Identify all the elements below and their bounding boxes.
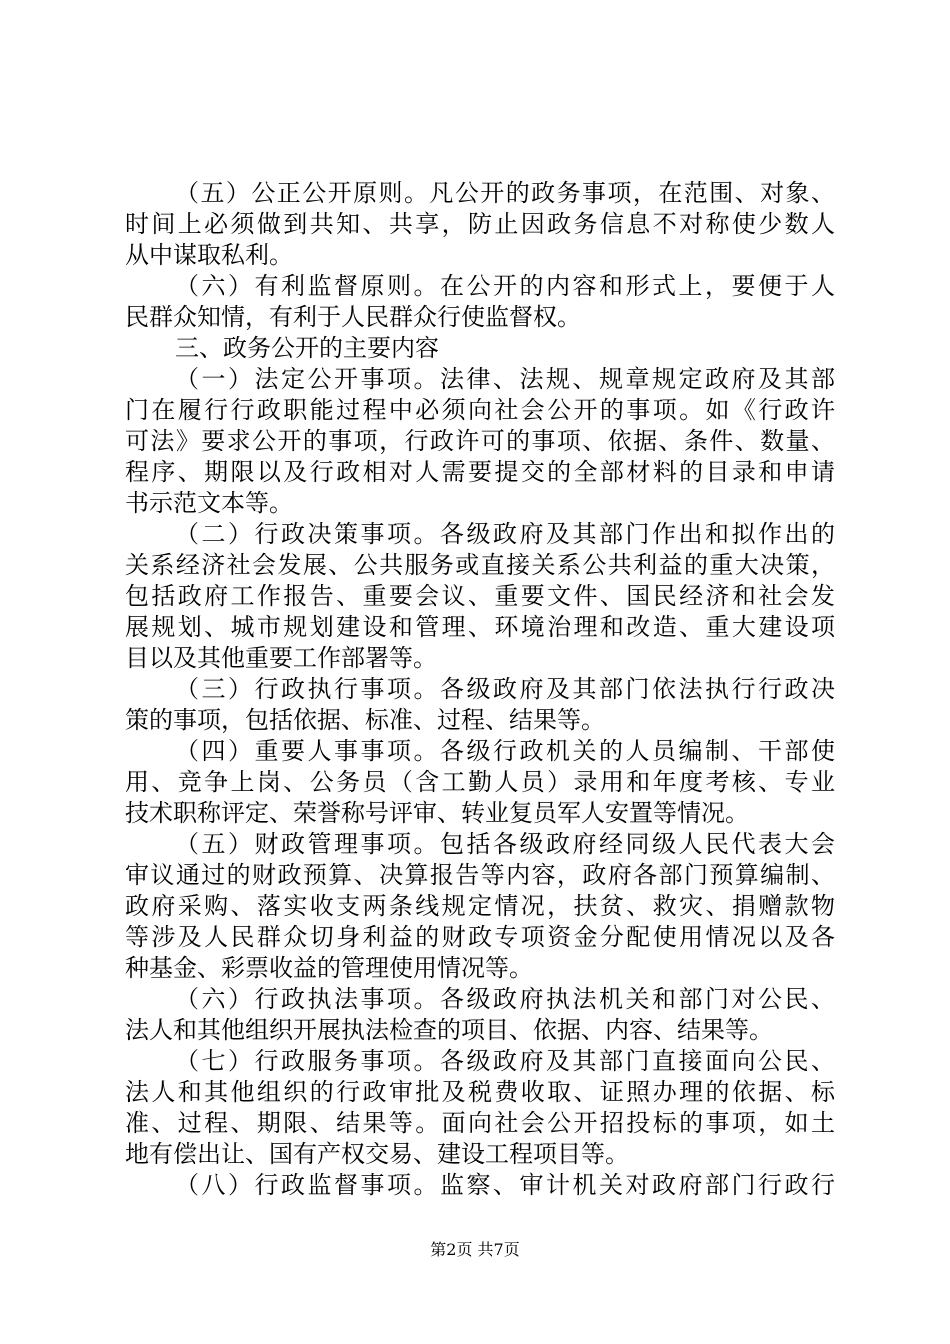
text-line: 准、过程、期限、结果等。面向社会公开招投标的事项，如土 — [125, 1109, 835, 1137]
text-line: 包括政府工作报告、重要会议、重要文件、国民经济和社会发 — [125, 582, 835, 610]
text-line: 法人和其他组织开展执法检查的项目、依据、内容、结果等。 — [125, 1016, 773, 1044]
text-line: （三）行政执行事项。各级政府及其部门依法执行行政决 — [175, 675, 835, 703]
text-line: 程序、期限以及行政相对人需要提交的全部材料的目录和申请 — [125, 458, 835, 486]
text-line: （八）行政监督事项。监察、审计机关对政府部门行政行 — [175, 1171, 835, 1199]
text-line: 技术职称评定、荣誉称号评审、转业复员军人安置等情况。 — [125, 799, 749, 827]
text-line: 审议通过的财政预算、决算报告等内容，政府各部门预算编制、 — [125, 861, 835, 889]
text-line: 门在履行行政职能过程中必须向社会公开的事项。如《行政许 — [125, 396, 835, 424]
text-line: 种基金、彩票收益的管理使用情况等。 — [125, 954, 533, 982]
text-line: 可法》要求公开的事项，行政许可的事项、依据、条件、数量、 — [125, 427, 835, 455]
text-line: 法人和其他组织的行政审批及税费收取、证照办理的依据、标 — [125, 1078, 835, 1106]
page-footer: 第2页 共7页 — [430, 1240, 520, 1259]
text-line: 目以及其他重要工作部署等。 — [125, 644, 437, 672]
text-line: 民群众知情，有利于人民群众行使监督权。 — [125, 303, 581, 331]
text-line: 等涉及人民群众切身利益的财政专项资金分配使用情况以及各 — [125, 923, 835, 951]
text-line: 书示范文本等。 — [125, 489, 293, 517]
text-line: 用、竞争上岗、公务员（含工勤人员）录用和年度考核、专业 — [125, 768, 835, 796]
text-line: 策的事项，包括依据、标准、过程、结果等。 — [125, 706, 605, 734]
text-line: 时间上必须做到共知、共享，防止因政务信息不对称使少数人 — [125, 210, 835, 238]
text-line: （四）重要人事事项。各级行政机关的人员编制、干部使 — [175, 737, 835, 765]
text-line: 展规划、城市规划建设和管理、环境治理和改造、重大建设项 — [125, 613, 835, 641]
text-line: 从中谋取私利。 — [125, 241, 293, 269]
text-line: 政府采购、落实收支两条线规定情况，扶贫、救灾、捐赠款物 — [125, 892, 835, 920]
text-line: 关系经济社会发展、公共服务或直接关系公共利益的重大决策， — [125, 551, 835, 579]
text-line: （六）行政执法事项。各级政府执法机关和部门对公民、 — [175, 985, 835, 1013]
text-line: （一）法定公开事项。法律、法规、规章规定政府及其部 — [175, 365, 835, 393]
text-line: （六）有利监督原则。在公开的内容和形式上，要便于人 — [175, 272, 835, 300]
text-line: 地有偿出让、国有产权交易、建设工程项目等。 — [125, 1140, 629, 1168]
section-heading: 三、政务公开的主要内容 — [175, 334, 439, 362]
text-line: （二）行政决策事项。各级政府及其部门作出和拟作出的 — [175, 520, 835, 548]
text-line: （五）公正公开原则。凡公开的政务事项，在范围、对象、 — [175, 179, 835, 207]
text-line: （五）财政管理事项。包括各级政府经同级人民代表大会 — [175, 830, 835, 858]
text-line: （七）行政服务事项。各级政府及其部门直接面向公民、 — [175, 1047, 835, 1075]
